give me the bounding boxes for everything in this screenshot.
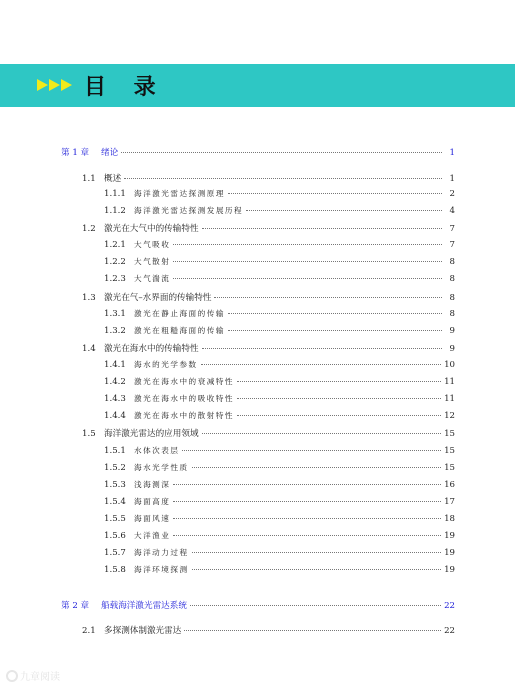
toc-page-number: 19 <box>444 565 455 575</box>
toc-entry-title: 激光在海水中的散射特性 <box>134 411 235 420</box>
toc-entry-title: 海面风速 <box>134 514 171 523</box>
toc-subsection-entry[interactable] <box>104 479 455 490</box>
toc-entry-number: 1.4.1 <box>104 360 126 370</box>
toc-page-number: 12 <box>444 411 455 421</box>
toc-entry-number: 2.1 <box>82 626 96 636</box>
toc-leader-dots <box>121 152 442 153</box>
toc-entry-title: 概述 <box>104 174 122 184</box>
toc-entry-number: 1.4.3 <box>104 394 126 404</box>
toc-leader-dots <box>246 210 442 211</box>
toc-subsection-entry[interactable] <box>104 308 455 319</box>
toc-entry-number: 1.3.1 <box>104 309 126 319</box>
toc-page-number: 15 <box>444 463 455 473</box>
toc-subsection-entry[interactable] <box>104 547 455 558</box>
toc-page-number: 15 <box>444 446 455 456</box>
toc-page-number: 2 <box>449 189 455 199</box>
toc-subsection-entry[interactable] <box>104 188 455 199</box>
toc-leader-dots <box>228 313 442 314</box>
toc-leader-dots <box>173 484 441 485</box>
toc-entry-number: 1.5.5 <box>104 514 126 524</box>
toc-entry-number: 1.5.3 <box>104 480 126 490</box>
toc-entry-title: 船载海洋激光雷达系统 <box>101 601 187 611</box>
toc-subsection-entry[interactable] <box>104 325 455 336</box>
toc-subsection-entry[interactable] <box>104 530 455 541</box>
toc-page-number: 9 <box>449 326 455 336</box>
toc-entry-number: 1.1.1 <box>104 189 126 199</box>
toc-leader-dots <box>124 178 442 179</box>
toc-leader-dots <box>182 450 441 451</box>
toc-entry-title: 多探测体制激光雷达 <box>104 626 182 636</box>
toc-page-number: 8 <box>449 309 455 319</box>
toc-entry-number: 1.3.2 <box>104 326 126 336</box>
toc-entry-title: 海水的光学参数 <box>134 360 198 369</box>
toc-page-number: 11 <box>444 377 455 387</box>
toc-page-number: 10 <box>444 360 455 370</box>
toc-subsection-entry[interactable] <box>104 205 455 216</box>
toc-entry-title: 激光在粗糙海面的传输 <box>134 326 225 335</box>
toc-subsection-entry[interactable] <box>104 273 455 284</box>
toc-entry-title: 海洋激光雷达探测原理 <box>134 189 225 198</box>
toc-entry-title: 大气湍流 <box>134 274 171 283</box>
toc-entry-title: 海面高度 <box>134 497 171 506</box>
toc-subsection-entry[interactable] <box>104 393 455 404</box>
toc-entry-title: 水体次表层 <box>134 446 180 455</box>
toc-leader-dots <box>202 433 442 434</box>
toc-entry-title: 海水光学性质 <box>134 463 189 472</box>
toc-entry-number: 1.1 <box>82 174 96 184</box>
toc-entry-title: 海洋动力过程 <box>134 548 189 557</box>
toc-entry-number: 1.5.6 <box>104 531 126 541</box>
toc-leader-dots <box>237 381 441 382</box>
toc-leader-dots <box>192 569 442 570</box>
toc-leader-dots <box>237 398 441 399</box>
toc-entry-title: 浅海测深 <box>134 480 171 489</box>
toc-subsection-entry[interactable] <box>104 564 455 575</box>
toc-entry-number: 1.5 <box>82 429 96 439</box>
toc-leader-dots <box>214 297 442 298</box>
toc-page-number: 1 <box>449 174 455 184</box>
toc-page-number: 22 <box>444 601 455 611</box>
toc-entry-title: 激光在海水中的传输特性 <box>104 344 199 354</box>
toc-page-number: 9 <box>449 344 455 354</box>
toc-entry-number: 1.4.4 <box>104 411 126 421</box>
toc-entry-title: 海洋环境探测 <box>134 565 189 574</box>
toc-leader-dots <box>192 552 442 553</box>
toc-leader-dots <box>173 261 442 262</box>
toc-entry-number: 1.2.2 <box>104 257 126 267</box>
toc-subsection-entry[interactable] <box>104 445 455 456</box>
toc-leader-dots <box>173 278 442 279</box>
toc-entry-number: 1.4 <box>82 344 96 354</box>
watermark-text: 九章阅读 <box>20 672 60 683</box>
toc-entry-title: 大气吸收 <box>134 240 171 249</box>
toc-page-number: 4 <box>449 206 455 216</box>
page-title: 目 录 <box>84 75 166 100</box>
toc-page-number: 18 <box>444 514 455 524</box>
toc-entry-number: 1.5.4 <box>104 497 126 507</box>
toc-page-number: 8 <box>449 257 455 267</box>
toc-page-number: 11 <box>444 394 455 404</box>
toc-subsection-entry[interactable] <box>104 359 455 370</box>
triple-arrow-icon <box>37 79 72 91</box>
toc-subsection-entry[interactable] <box>104 410 455 421</box>
toc-leader-dots <box>237 415 441 416</box>
toc-section-entry[interactable] <box>82 291 455 303</box>
toc-page-number: 8 <box>449 293 455 303</box>
toc-leader-dots <box>173 244 442 245</box>
toc-page-number: 15 <box>444 429 455 439</box>
toc-section-entry[interactable] <box>82 222 455 234</box>
toc-subsection-entry[interactable] <box>104 239 455 250</box>
toc-section-entry[interactable] <box>82 342 455 354</box>
toc-leader-dots <box>228 330 442 331</box>
toc-entry-number: 1.3 <box>82 293 96 303</box>
toc-leader-dots <box>173 501 441 502</box>
watermark <box>6 668 60 683</box>
toc-subsection-entry[interactable] <box>104 462 455 473</box>
toc-subsection-entry[interactable] <box>104 256 455 267</box>
toc-entry-title: 激光在气–水界面的传输特性 <box>104 293 212 303</box>
toc-entry-number: 1.5.8 <box>104 565 126 575</box>
toc-subsection-entry[interactable] <box>104 376 455 387</box>
toc-entry-number: 1.5.1 <box>104 446 126 456</box>
toc-entry-number: 1.4.2 <box>104 377 126 387</box>
toc-entry-title: 激光在大气中的传输特性 <box>104 224 199 234</box>
toc-entry-title: 激光在静止海面的传输 <box>134 309 225 318</box>
toc-subsection-entry[interactable] <box>104 513 455 524</box>
toc-entry-title: 海洋激光雷达的应用领域 <box>104 429 199 439</box>
toc-page-number: 8 <box>449 274 455 284</box>
toc-page-number: 16 <box>444 480 455 490</box>
toc-entry-title: 大洋渔业 <box>134 531 171 540</box>
toc-page-number: 7 <box>449 224 455 234</box>
toc-entry-number: 1.5.2 <box>104 463 126 473</box>
toc-entry-number: 第 1 章 <box>61 148 90 158</box>
toc-entry-title: 激光在海水中的衰减特性 <box>134 377 235 386</box>
toc-entry-number: 1.1.2 <box>104 206 126 216</box>
toc-leader-dots <box>184 630 441 631</box>
toc-entry-number: 1.2.1 <box>104 240 126 250</box>
toc-entry-title: 激光在海水中的吸收特性 <box>134 394 235 403</box>
toc-leader-dots <box>192 467 442 468</box>
toc-entry-title: 大气散射 <box>134 257 171 266</box>
toc-entry-number: 1.5.7 <box>104 548 126 558</box>
title-banner <box>0 64 515 107</box>
toc-entry-number: 1.2.3 <box>104 274 126 284</box>
toc-leader-dots <box>173 535 441 536</box>
toc-leader-dots <box>228 193 442 194</box>
toc-section-entry[interactable] <box>82 427 455 439</box>
toc-page-number: 22 <box>444 626 455 636</box>
toc-page-number: 19 <box>444 548 455 558</box>
toc-leader-dots <box>201 364 441 365</box>
toc-section-entry[interactable] <box>82 624 455 636</box>
toc-leader-dots <box>190 605 441 606</box>
toc-entry-number: 1.2 <box>82 224 96 234</box>
toc-entry-title: 海洋激光雷达探测发展历程 <box>134 206 244 215</box>
toc-entry-number: 第 2 章 <box>61 601 90 611</box>
toc-leader-dots <box>202 348 442 349</box>
toc-entry-title: 绪论 <box>101 148 119 158</box>
toc-leader-dots <box>173 518 441 519</box>
toc-page-number: 7 <box>449 240 455 250</box>
toc-subsection-entry[interactable] <box>104 496 455 507</box>
toc-page-number: 1 <box>449 148 455 158</box>
toc-page-number: 19 <box>444 531 455 541</box>
toc-page-number: 17 <box>444 497 455 507</box>
toc-section-entry[interactable] <box>82 172 455 184</box>
toc-chapter-entry[interactable] <box>61 599 455 611</box>
toc-leader-dots <box>202 228 442 229</box>
watermark-logo-icon <box>6 670 18 682</box>
toc-chapter-entry[interactable] <box>61 146 455 158</box>
